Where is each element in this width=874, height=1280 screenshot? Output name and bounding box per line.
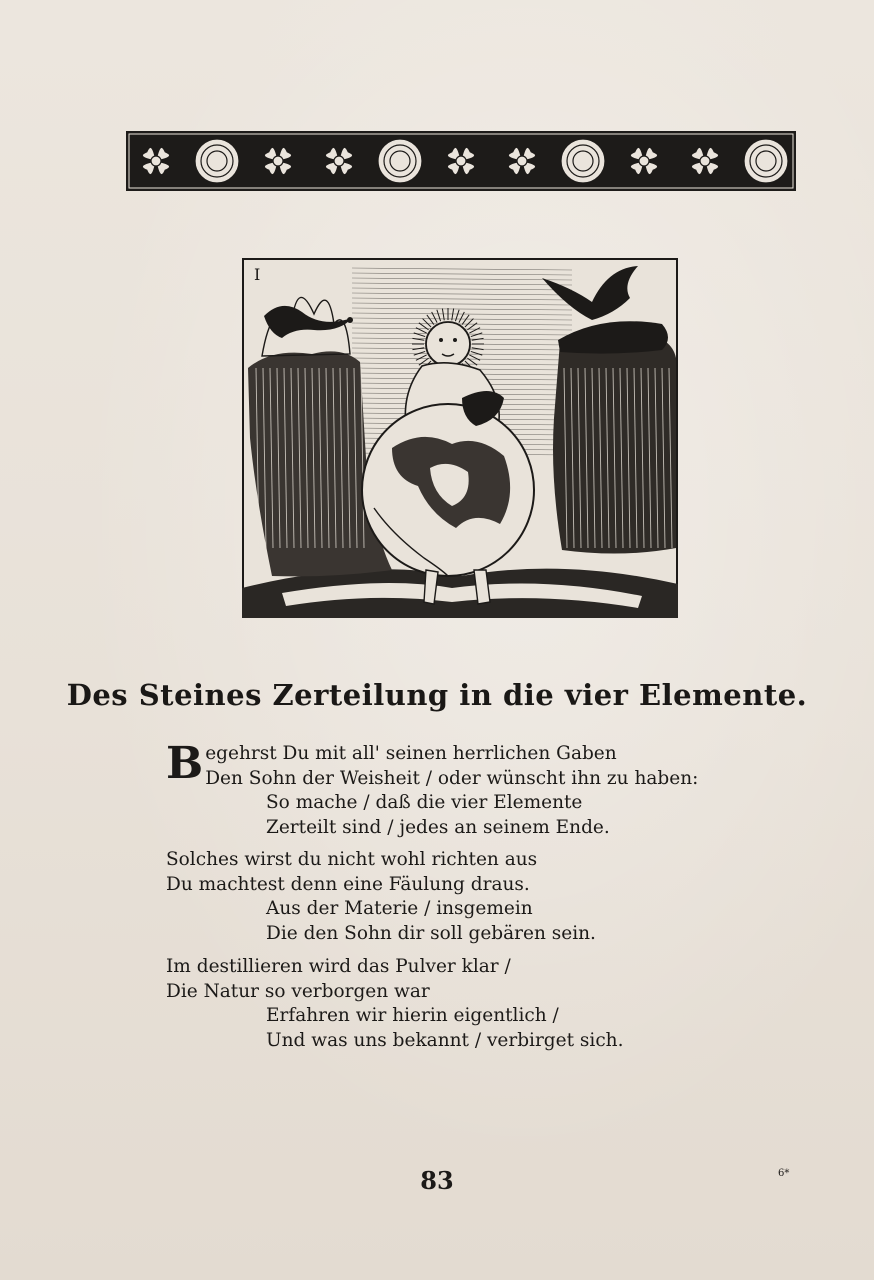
page-number: 83 [420,1166,454,1195]
verse-line: Zerteilt sind / jedes an seinem Ende. [266,817,610,839]
drop-cap: B [166,738,204,789]
verse-line: So mache / daß die vier Elemente [266,792,583,814]
verse-line: egehrst Du mit all' seinen herrlichen Gaben [205,743,617,764]
plate-number: I [254,265,261,284]
stanza-3 [166,955,623,1054]
verse-line: Den Sohn der Weisheit / oder wünscht ihn zu haben: [205,767,699,789]
verse-line: Solches wirst du nicht wohl richten aus [166,849,538,870]
verse-line: Aus der Materie / insgemein [266,898,533,920]
verse-line: Du machtest denn eine Fäulung draus. [166,873,530,895]
verse-line: Und was uns bekannt / verbirget sich. [266,1030,624,1052]
verse-line: Im destillieren wird das Pulver klar / [166,956,511,977]
ornamental-border [126,131,796,191]
poem-title: Des Steines Zerteilung in die vier Elemente. [66,678,808,712]
stanza-2 [166,848,596,947]
woodcut-illustration [242,258,678,618]
verse-line: Erfahren wir hierin eigentlich / [266,1005,559,1027]
verse-line: Die den Sohn dir soll gebären sein. [266,923,596,945]
verse-line: Die Natur so verborgen war [166,980,430,1002]
stanza-1 [166,738,699,841]
signature-mark: 6* [778,1168,790,1179]
